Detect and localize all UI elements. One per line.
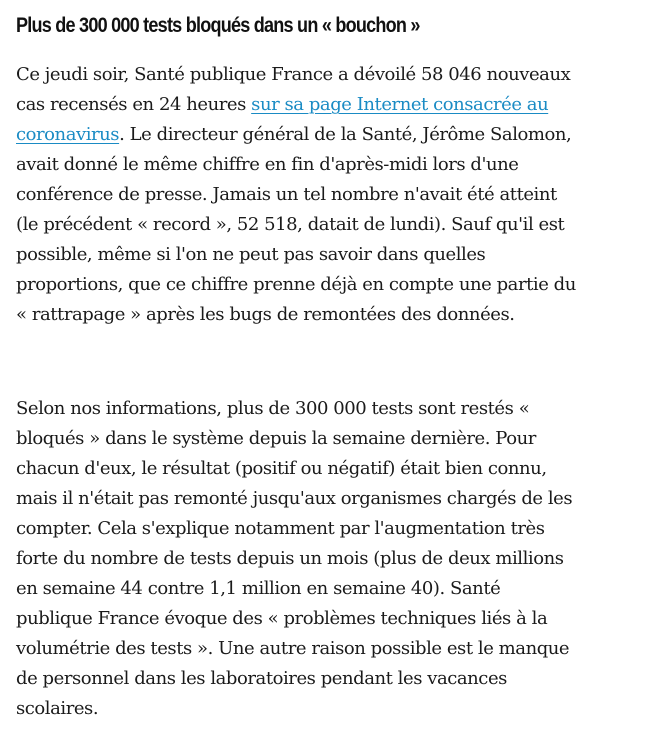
paragraph-1-line-3-text: . Le directeur général de la Santé, Jérôme Salomon, [119,124,572,145]
article-paragraph-1 [16,60,644,330]
paragraph-1-line-2 [16,90,644,120]
paragraph-2-line-5: compter. Cela s'explique notamment par l'augmentation très [16,518,545,539]
article [16,0,644,724]
paragraph-1-line-3 [16,120,644,150]
paragraph-2-line-7: en semaine 44 contre 1,1 million en semaine 40). Santé [16,578,501,599]
paragraph-2-line-8: publique France évoque des « problèmes techniques liés à la [16,608,548,629]
coronavirus-page-link-continued[interactable]: coronavirus [16,124,120,145]
paragraph-2-line-9: volumétrie des tests ». Une autre raison possible est le manque [16,638,570,659]
article-headline: Plus de 300 000 tests bloqués dans un « bouchon » [16,14,420,37]
paragraph-2-line-1: Selon nos informations, plus de 300 000 tests sont restés « [16,398,530,419]
paragraph-1-line-5: conférence de presse. Jamais un tel nombre n'avait été atteint [16,184,557,205]
paragraph-2-line-2: bloqués » dans le système depuis la semaine dernière. Pour [16,428,536,449]
paragraph-1-line-7: possible, même si l'on ne peut pas savoir dans quelles [16,244,486,265]
paragraph-1-line-9: « rattrapage » après les bugs de remontées des données. [16,304,515,325]
paragraph-1-line-8: proportions, que ce chiffre prenne déjà en compte une partie du [16,274,576,295]
paragraph-2-line-3: chacun d'eux, le résultat (positif ou négatif) était bien connu, [16,458,547,479]
article-paragraph-2 [16,394,644,724]
paragraph-1-line-6: (le précédent « record », 52 518, datait de lundi). Sauf qu'il est [16,214,565,235]
paragraph-1-line-1: Ce jeudi soir, Santé publique France a dévoilé 58 046 nouveaux [16,64,571,85]
paragraph-2-line-6: forte du nombre de tests depuis un mois (plus de deux millions [16,548,564,569]
paragraph-2-line-4: mais il n'était pas remonté jusqu'aux organismes chargés de les [16,488,573,509]
paragraph-2-line-10: de personnel dans les laboratoires pendant les vacances [16,668,507,689]
coronavirus-page-link[interactable]: sur sa page Internet consacrée au [251,94,549,115]
paragraph-2-line-11: scolaires. [16,698,99,719]
paragraph-1-line-4: avait donné le même chiffre en fin d'après-midi lors d'une [16,154,519,175]
paragraph-1-line-2-text: cas recensés en 24 heures [16,94,252,115]
